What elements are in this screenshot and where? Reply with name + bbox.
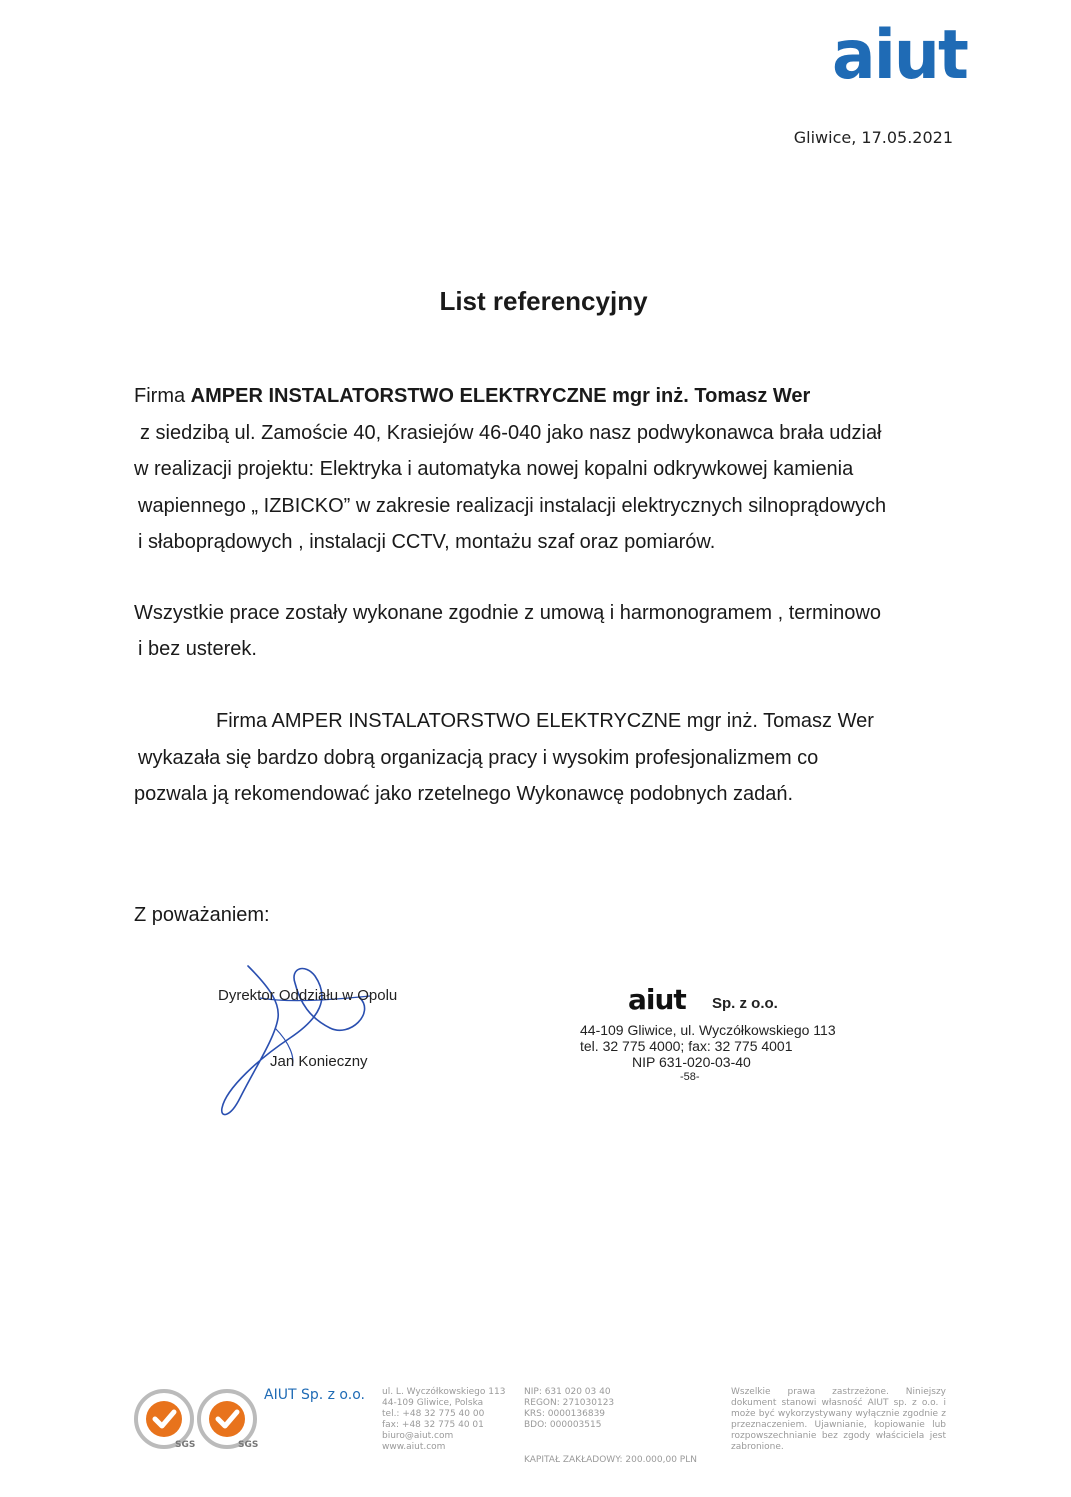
paragraph-1-line-5: i słaboprądowych , instalacji CCTV, montażu szaf oraz pomiarów.	[138, 531, 716, 553]
footer-registry-column	[524, 1387, 614, 1431]
signature-name: Jan Konieczny	[270, 1053, 368, 1070]
paragraph-1-line-2: z siedzibą ul. Zamoście 40, Krasiejów 46-040 jako nasz podwykonawca brała udział	[140, 422, 882, 444]
footer-capital-line: KAPITAŁ ZAKŁADOWY: 200.000,00 PLN	[524, 1455, 697, 1465]
footer-address-line: ul. L. Wyczółkowskiego 113	[382, 1387, 506, 1397]
stamp-logo: aiut	[628, 983, 686, 1016]
footer-registry-line: NIP: 631 020 03 40	[524, 1387, 611, 1397]
footer-legal-column	[731, 1387, 946, 1453]
stamp-number: -58-	[680, 1071, 700, 1083]
footer-company-name: AIUT Sp. z o.o.	[264, 1387, 365, 1403]
footer-capital	[524, 1455, 697, 1466]
paragraph-3-line-3: pozwala ją rekomendować jako rzetelnego Wykonawcę podobnych zadań.	[134, 783, 794, 805]
paragraph-1-line-1	[134, 386, 810, 406]
aiut-logo: aiut	[832, 16, 968, 95]
page-title: List referencyjny	[439, 286, 648, 316]
paragraph-3-line-1: Firma AMPER INSTALATORSTWO ELEKTRYCZNE mgr inż. Tomasz Wer	[216, 710, 874, 732]
handwritten-signature	[200, 958, 440, 1128]
paragraph-2-line-2: i bez usterek.	[138, 638, 257, 660]
footer-address-line: www.aiut.com	[382, 1442, 446, 1452]
stamp-nip: NIP 631-020-03-40	[632, 1054, 751, 1070]
paragraph-2-line-1: Wszystkie prace zostały wykonane zgodnie z umową i harmonogramem , terminowo	[134, 602, 881, 624]
stamp-address: 44-109 Gliwice, ul. Wyczółkowskiego 113	[580, 1022, 836, 1038]
signature-role: Dyrektor Oddziału w Opolu	[218, 987, 398, 1004]
company-name-bold: AMPER INSTALATORSTWO ELEKTRYCZNE mgr inż. Tomasz Wer	[190, 385, 811, 407]
footer-address-column	[382, 1387, 505, 1453]
footer-registry-line: KRS: 0000136839	[524, 1409, 606, 1419]
closing-greeting: Z poważaniem:	[134, 904, 270, 926]
cert-label-1: SGS	[175, 1440, 196, 1450]
stamp-phone: tel. 32 775 4000; fax: 32 775 4001	[580, 1038, 793, 1054]
cert-label-2: SGS	[238, 1440, 259, 1450]
footer-registry-line: REGON: 271030123	[524, 1398, 615, 1408]
paragraph-1-line-3: w realizacji projektu: Elektryka i automatyka nowej kopalni odkrywkowej kamienia	[134, 458, 854, 480]
company-prefix: Firma	[134, 385, 191, 407]
paragraph-3-line-2: wykazała się bardzo dobrą organizacją pracy i wysokim profesjonalizmem co	[138, 747, 819, 769]
footer-address-line: 44-109 Gliwice, Polska	[382, 1398, 484, 1408]
footer-legal-text: Wszelkie prawa zastrzeżone. Niniejszy dokument stanowi własność AIUT sp. z o.o. i może być wykorzystywany wyłącznie zgodnie z przeznaczeniem. Ujawnianie, kopiowanie lub rozpowszechnianie bez zgody właściciela jest zabronione.	[731, 1387, 946, 1452]
stamp-suffix: Sp. z o.o.	[712, 995, 778, 1012]
letter-date: Gliwice, 17.05.2021	[793, 128, 953, 147]
footer-registry-line: BDO: 000003515	[524, 1420, 602, 1430]
footer-address-line: fax: +48 32 775 40 01	[382, 1420, 484, 1430]
footer-address-line: biuro@aiut.com	[382, 1431, 454, 1441]
footer-address-line: tel.: +48 32 775 40 00	[382, 1409, 485, 1419]
paragraph-1-line-4: wapiennego „ IZBICKO” w zakresie realizacji instalacji elektrycznych silnoprądowych	[138, 495, 887, 517]
